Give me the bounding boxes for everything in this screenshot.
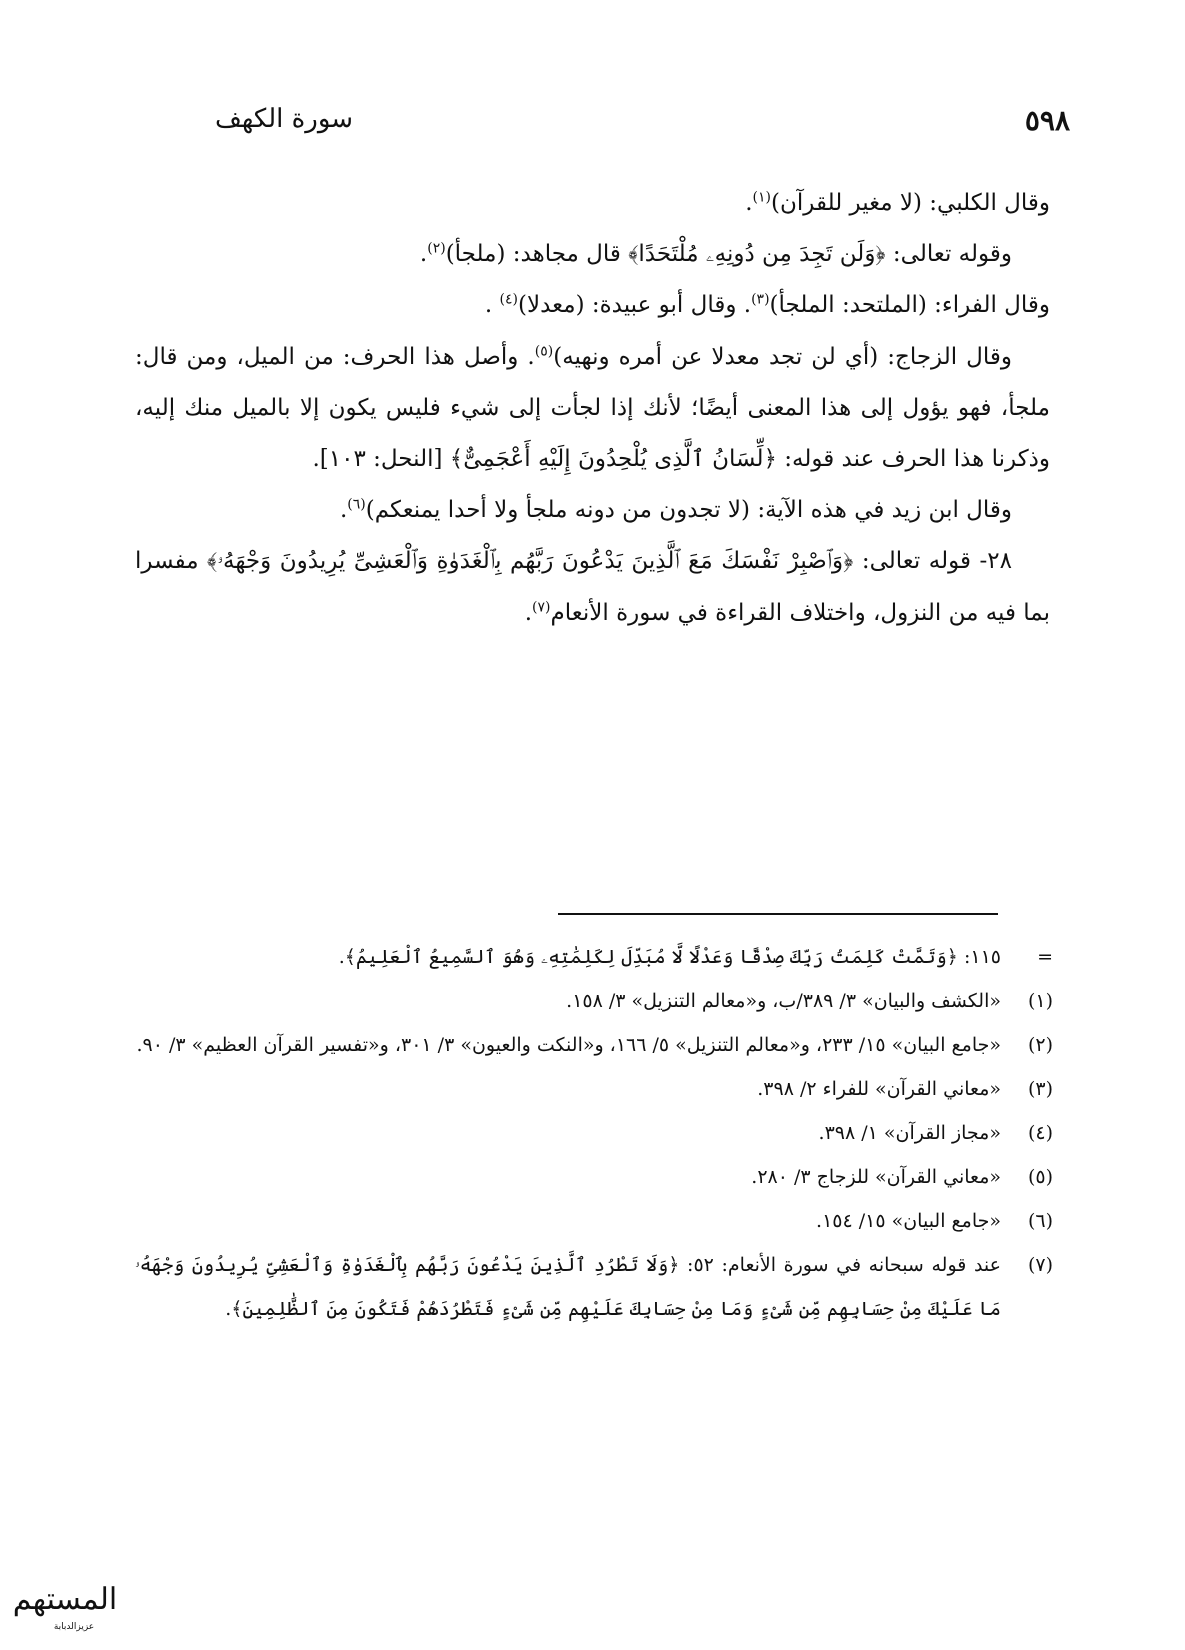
paragraph-1 [135,178,1050,229]
footnote-ref: (٢) [427,240,446,257]
footnote-text: «الكشف والبيان» ٣/ ٣٨٩/ب، و«معالم التنزيل» ٣/ ١٥٨. [566,990,1001,1012]
footnote-ref: (٧) [532,598,551,615]
footnote-ref: (٦) [347,496,366,513]
paragraph-end: . [339,497,348,524]
paragraph-6 [135,536,1050,638]
footnote-ref: (٤) [499,291,518,308]
footnote-text: «جامع البيان» ١٥/ ١٥٤. [816,1210,1001,1232]
footnote-number: (١) [1027,990,1053,1012]
paragraph-text-continued: . وقال أبو عبيدة: (معدلا) [517,292,752,319]
paragraph-5 [135,485,1050,536]
footnote-number: (٧) [1027,1254,1053,1276]
footnote-ref: (١) [752,189,772,206]
footnote-ref: (٣) [751,291,770,308]
page-number: ٥٩٨ [1024,104,1070,137]
paragraph-end: . [524,599,533,626]
paragraph-text-continued: . وأصل هذا الحرف: من الميل، ومن قال: ملجأ، فهو يؤول إلى هذا المعنى أيضًا؛ لأنك إذا لجأت إلى شيء فليس يكون إلا بالميل منك إليه، وذكرنا هذا الحرف عند قوله: ﴿لِّسَانُ ٱلَّذِى يُلْحِدُونَ إِلَيْهِ أَعْجَمِىٌّ﴾ [النحل: ١٠٣]. [135,343,1050,473]
footnotes [135,935,1053,1331]
paragraph-end: . [484,292,500,319]
footnote-number: (٢) [1027,1034,1053,1056]
footnote-6 [135,1199,1053,1243]
footnote-number: (٤) [1027,1122,1053,1144]
paragraph-end: . [745,190,753,216]
watermark-logo [6,1565,124,1637]
paragraph-text: وقال ابن زيد في هذه الآية: (لا تجدون من دونه ملجأ ولا أحدا يمنعكم) [365,497,1012,524]
footnote-1 [135,979,1053,1023]
footnote-text: عند قوله سبحانه في سورة الأنعام: ٥٢: ﴿وَلَا تَطْرُدِ ٱلَّذِينَ يَدْعُونَ رَبَّهُم بِٱلْغَدَوٰةِ وَٱلْعَشِىِّ يُرِيدُونَ وَجْهَهُۥ مَا عَلَيْكَ مِنْ حِسَابِهِم مِّن شَىْءٍ وَمَا مِنْ حِسَابِكَ عَلَيْهِم مِّن شَىْءٍ فَتَطْرُدَهُمْ فَتَكُونَ مِنَ ٱلظَّٰلِمِينَ﴾. [135,1254,1001,1320]
footnote-text: «جامع البيان» ١٥/ ٢٣٣، و«معالم التنزيل» ٥/ ١٦٦، و«النكت والعيون» ٣/ ٣٠١، و«تفسير القرآن العظيم» ٣/ ٩٠. [136,1034,1001,1056]
page-header [0,104,1185,144]
paragraph-3 [135,280,1050,331]
footnote-separator [558,913,998,915]
paragraph-text: وقوله تعالى: ﴿وَلَن تَجِدَ مِن دُونِهِۦ مُلْتَحَدًا﴾ قال مجاهد: (ملجأ) [445,241,1012,268]
footnote-number: = [1037,946,1053,968]
footnote-number: (٦) [1027,1210,1053,1232]
logo-text: المستهم [12,1582,118,1617]
footnote-7 [135,1243,1053,1331]
footnote-text: «مجاز القرآن» ١/ ٣٩٨. [818,1122,1001,1144]
footnote-number: (٣) [1027,1078,1053,1100]
main-text [135,178,1050,639]
footnote-text: «معاني القرآن» للزجاج ٣/ ٢٨٠. [751,1166,1001,1188]
footnote-3 [135,1067,1053,1111]
footnote-4 [135,1111,1053,1155]
paragraph-2 [135,229,1050,280]
running-title: سورة الكهف [215,104,354,134]
paragraph-text: ٢٨- قوله تعالى: ﴿وَٱصْبِرْ نَفْسَكَ مَعَ ٱلَّذِينَ يَدْعُونَ رَبَّهُم بِٱلْغَدَوٰةِ وَٱلْعَشِىِّ يُرِيدُونَ وَجْهَهُۥ﴾ مفسرا بما فيه من النزول، واختلاف القراءة في سورة الأنعام [135,548,1050,626]
paragraph-end: . [419,241,428,268]
footnote-2 [135,1023,1053,1067]
footnote-text: «معاني القرآن» للفراء ٢/ ٣٩٨. [757,1078,1001,1100]
paragraph-text: وقال الكلبي: (لا مغير للقرآن) [771,190,1050,216]
paragraph-text: وقال الزجاج: (أي لن تجد معدلا عن أمره ونهيه) [553,343,1012,370]
footnote-text: ١١٥: ﴿وَتَمَّتْ كَلِمَتُ رَبِّكَ صِدْقًا وَعَدْلًا لَّا مُبَدِّلَ لِكَلِمَٰتِهِۦ وَهُوَ ٱلسَّمِيعُ ٱلْعَلِيمُ﴾. [338,946,1001,968]
footnote-ref: (٥) [534,342,554,359]
footnote-number: (٥) [1027,1166,1053,1188]
footnote-continuation [135,935,1053,979]
logo-subtext: عزيزالدبابة [53,1622,95,1632]
footnote-5 [135,1155,1053,1199]
paragraph-text: وقال الفراء: (الملتحد: الملجأ) [769,292,1050,319]
paragraph-4 [135,332,1050,486]
